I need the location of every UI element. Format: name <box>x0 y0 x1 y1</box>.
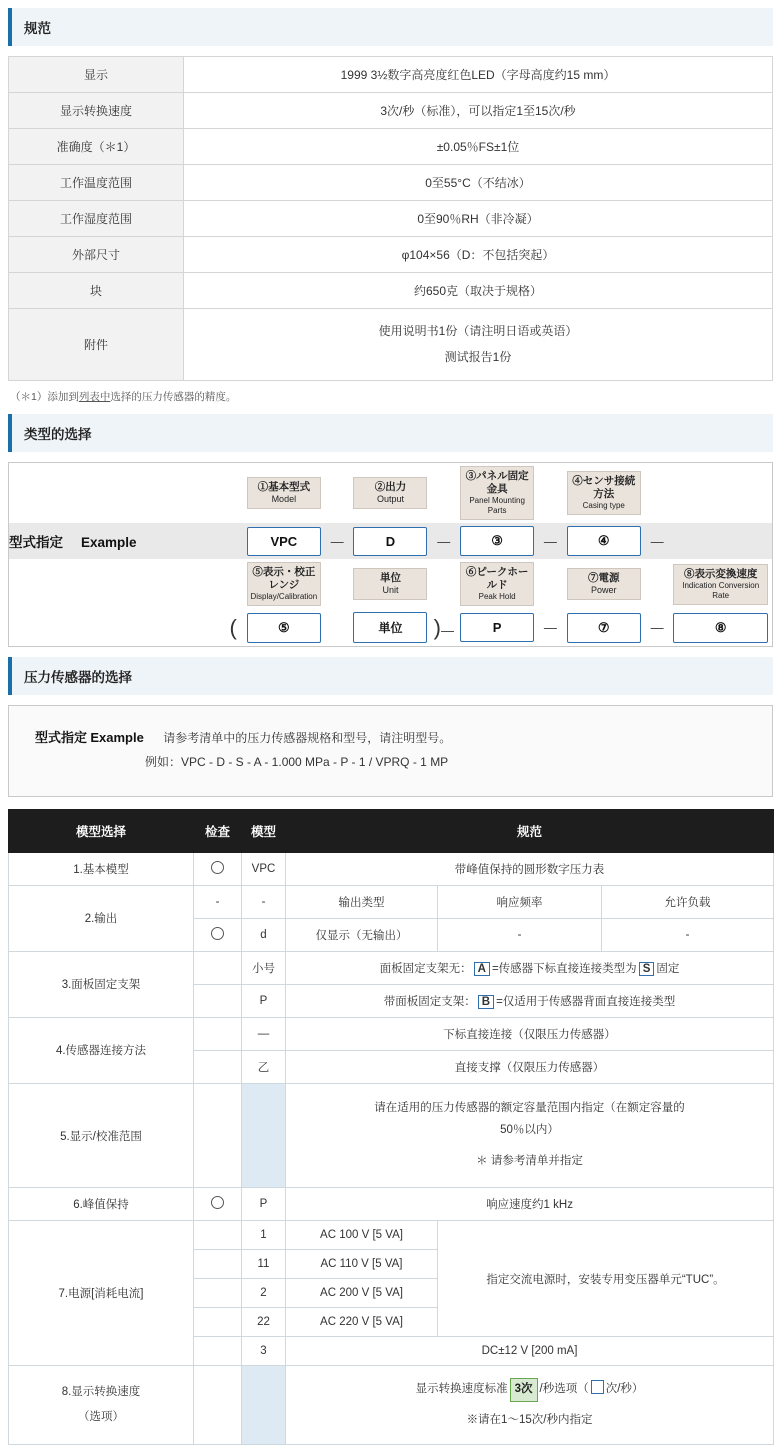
header-check: 检查 <box>194 809 242 852</box>
type-caption-row-2 <box>9 559 772 609</box>
type-en-unit: Unit <box>382 585 399 596</box>
spec-table <box>8 56 773 381</box>
code-conn-b: 乙 <box>242 1050 286 1083</box>
row-name-peak-hold: 6.峰值保持 <box>9 1188 194 1221</box>
sensor-label: 型式指定 <box>35 730 88 746</box>
type-no-6: ⑥ <box>465 566 477 579</box>
conversion-pre: 显示转换速度标准 <box>415 1383 508 1396</box>
row-name-conversion-rate <box>9 1366 194 1445</box>
checkbox-basic-model[interactable] <box>194 852 242 885</box>
check-power-3[interactable] <box>194 1337 242 1366</box>
footnote-pre: （＊1）添加到 <box>10 390 79 403</box>
circle-icon <box>211 1196 224 1209</box>
type-caption-1 <box>243 463 325 523</box>
table-row <box>9 273 773 309</box>
dash-separator: — <box>440 622 454 638</box>
check-display-range[interactable] <box>194 1083 242 1188</box>
type-caption-3 <box>456 463 538 523</box>
type-jp-1: 基本型式 <box>268 480 311 493</box>
panel-text-post2: 固定 <box>656 962 680 975</box>
spec-basic-model: 带峰值保持的圆形数字压力表 <box>286 852 774 885</box>
sensor-desc: 请参考清单中的压力传感器规格和型号，请注明型号。 <box>163 731 452 746</box>
spec-power-note: 指定交流电源时，安装专用变压器单元“TUC”。 <box>438 1221 774 1337</box>
type-code-5-cell <box>243 609 325 646</box>
code-conversion-rate <box>242 1366 286 1445</box>
header-model-selection: 模型选择 <box>9 809 194 852</box>
type-code-row-1 <box>9 523 772 559</box>
type-caption-2 <box>349 463 431 523</box>
panel-p-text-pre: 带面板固定支架： <box>383 995 476 1008</box>
accessory-line: 测试报告1份 <box>444 350 512 365</box>
spec-value: 0至55°C（不结冰） <box>184 165 773 201</box>
section-header-sensor: 压力传感器的选择 <box>8 657 773 695</box>
header-model: 模型 <box>242 809 286 852</box>
type-caption-8 <box>669 559 772 609</box>
code-panel-p: P <box>242 984 286 1017</box>
type-en-1: Model <box>271 493 297 504</box>
table-row <box>9 1221 774 1250</box>
row-name-sensor-connection: 4.传感器连接方法 <box>9 1017 194 1083</box>
type-code-conversion-rate[interactable]: ⑧ <box>673 613 768 643</box>
type-jp-3: パネル固定金具 <box>476 469 529 495</box>
type-row-example: Example <box>81 535 137 551</box>
code-peak-hold: P <box>242 1188 286 1221</box>
accessory-line: 使用说明书1份（请注明日语或英语） <box>378 324 578 338</box>
type-code-display-range[interactable]: ⑤ <box>247 613 321 643</box>
spec-conn-b: 直接支撑（仅限压力传感器） <box>286 1050 774 1083</box>
table-row <box>9 93 773 129</box>
type-caption-6 <box>456 559 538 609</box>
type-selection-box <box>8 462 773 648</box>
type-no-5: ⑤ <box>252 566 263 579</box>
type-code-1-cell <box>243 523 325 559</box>
header-spec: 规范 <box>286 809 774 852</box>
spec-value: 约650克（取决于规格） <box>184 273 773 309</box>
check-output-header: - <box>194 885 242 918</box>
spec-power-1: AC 100 V [5 VA] <box>286 1221 438 1250</box>
sensor-example-label: Example <box>90 730 144 746</box>
type-en-4: Casing type <box>582 501 625 511</box>
code-output-header: - <box>242 885 286 918</box>
spec-value: φ104×56（D：不包括突起） <box>184 237 773 273</box>
type-caption-4 <box>563 463 645 523</box>
conversion-badge: 3次 <box>510 1378 538 1402</box>
output-type-value: 仅显示（无输出） <box>286 918 438 951</box>
table-row <box>9 57 773 93</box>
type-code-power[interactable]: ⑦ <box>567 613 641 643</box>
table-row <box>9 1083 774 1188</box>
dash-separator: — <box>330 533 344 549</box>
type-code-7-cell <box>563 609 645 646</box>
spec-label: 工作湿度范围 <box>9 201 184 237</box>
spec-power-22: AC 220 V [5 VA] <box>286 1308 438 1337</box>
check-power-1[interactable] <box>194 1221 242 1250</box>
table-row <box>9 165 773 201</box>
type-no-1: ① <box>257 480 269 493</box>
code-power-11: 11 <box>242 1250 286 1279</box>
checkbox-output-display-only[interactable] <box>194 918 242 951</box>
row-name-power: 7.电源[消耗电流] <box>9 1221 194 1366</box>
spec-label-accessory: 附件 <box>9 309 184 381</box>
type-code-4-cell <box>563 523 645 559</box>
code-power-1: 1 <box>242 1221 286 1250</box>
conversion-mid: /秒选项（ <box>539 1383 589 1396</box>
spec-conn-dash: 下标直接连接（仅限压力传感器） <box>286 1017 774 1050</box>
spec-line: 请在适用的压力传感器的额定容量范围内指定（在额定容量的 <box>374 1101 685 1114</box>
spec-power-11: AC 110 V [5 VA] <box>286 1250 438 1279</box>
type-en-2: Output <box>376 493 404 504</box>
spec-label: 准确度（＊1） <box>9 129 184 165</box>
output-load-value: - <box>602 918 774 951</box>
dash-separator: — <box>543 533 557 549</box>
table-row <box>9 237 773 273</box>
model-header-row <box>9 809 774 852</box>
table-row <box>9 852 774 885</box>
type-row-label <box>9 523 243 559</box>
circle-icon <box>211 861 224 874</box>
table-row-accessory <box>9 309 773 381</box>
type-code-casing[interactable]: ④ <box>567 526 641 556</box>
type-caption-5 <box>243 559 325 609</box>
code-badge-s: S <box>639 962 655 976</box>
spec-value: 3次/秒（标准），可以指定1至15次/秒 <box>184 93 773 129</box>
spec-label: 外部尺寸 <box>9 237 184 273</box>
conversion-post: 次/秒） <box>605 1383 644 1396</box>
spec-label: 工作温度范围 <box>9 165 184 201</box>
table-row <box>9 885 774 918</box>
check-power-2[interactable] <box>194 1279 242 1308</box>
code-output-d: d <box>242 918 286 951</box>
code-basic-model: VPC <box>242 852 286 885</box>
spec-line: 50％以内） <box>500 1123 559 1136</box>
spec-panel-p <box>286 984 774 1017</box>
model-selection-table <box>8 809 774 1445</box>
type-jp-7: 電源 <box>598 571 620 584</box>
type-caption-7 <box>563 559 645 609</box>
type-no-4: ④ <box>572 474 583 487</box>
checkbox-peak-hold[interactable] <box>194 1188 242 1221</box>
row-name-panel-bracket: 3.面板固定支架 <box>9 951 194 1017</box>
table-row <box>9 1366 774 1445</box>
code-badge-b: B <box>478 995 494 1009</box>
footnote <box>10 389 771 404</box>
spec-value-accessory <box>184 309 773 381</box>
type-en-8: Indication Conversion Rate <box>682 580 760 600</box>
type-caption-unit <box>349 559 431 609</box>
type-no-2: ② <box>374 480 386 493</box>
panel-p-text-post: =仅适用于传感器背面直接连接类型 <box>496 995 676 1008</box>
type-code-row-2 <box>9 609 772 646</box>
type-en-5: Display/Calibration <box>250 592 318 602</box>
row-name-display-range: 5.显示/校准范围 <box>9 1083 194 1188</box>
type-jp-6: ピークホールド <box>476 566 529 592</box>
code-display-range <box>242 1083 286 1188</box>
row-name-conversion-rate-line1: 8.显示转换速度 <box>61 1385 141 1398</box>
dash-separator: — <box>543 620 557 636</box>
type-jp-4: センサ接続方法 <box>582 474 636 500</box>
dash-separator: — <box>650 620 664 636</box>
spec-value: 1999 3½数字高亮度红色LED（字母高度约15 mm） <box>184 57 773 93</box>
table-row <box>9 129 773 165</box>
check-panel-p[interactable] <box>194 984 242 1017</box>
type-code-3-cell <box>456 523 538 559</box>
type-no-7: ⑦ <box>588 571 599 584</box>
dash-separator: — <box>437 533 451 549</box>
check-conn-dash[interactable] <box>194 1017 242 1050</box>
section-header-spec: 规范 <box>8 8 773 46</box>
paren-close: ) <box>433 614 441 640</box>
conversion-note: ※请在1～15次/秒内指定 <box>466 1414 593 1427</box>
dash-separator: — <box>650 533 664 549</box>
sensor-example-line: 例如：VPC - D - S - A - 1.000 MPa - P - 1 / VPRQ - 1 MP <box>145 754 449 769</box>
code-panel-small: 小号 <box>242 951 286 984</box>
section-header-type: 类型的选择 <box>8 414 773 452</box>
output-freq-value: - <box>438 918 602 951</box>
check-power-11[interactable] <box>194 1250 242 1279</box>
type-code-panel[interactable]: ③ <box>460 526 534 556</box>
table-row <box>9 951 774 984</box>
table-row <box>9 201 773 237</box>
spec-value: 0至90％RH（非冷凝） <box>184 201 773 237</box>
type-code-unit[interactable]: 単位 <box>353 612 427 643</box>
spec-label: 显示 <box>9 57 184 93</box>
circle-icon <box>211 927 224 940</box>
footnote-link[interactable]: 列表中 <box>78 390 111 403</box>
spec-display-range <box>286 1083 774 1188</box>
spec-peak-hold: 响应速度约1 kHz <box>286 1188 774 1221</box>
spec-power-3: DC±12 V [200 mA] <box>286 1337 774 1366</box>
type-en-7: Power <box>590 585 617 596</box>
panel-text-post: =传感器下标直接连接类型为 <box>491 962 637 975</box>
type-code-2-cell <box>349 523 431 559</box>
code-power-2: 2 <box>242 1279 286 1308</box>
code-badge-a: A <box>474 962 490 976</box>
type-jp-2: 出力 <box>385 480 407 493</box>
check-conversion-rate[interactable] <box>194 1366 242 1445</box>
sensor-selection-line-1 <box>35 726 754 751</box>
code-power-3: 3 <box>242 1337 286 1366</box>
type-code-8-cell <box>669 609 772 646</box>
code-conn-dash: — <box>242 1017 286 1050</box>
check-power-22[interactable] <box>194 1308 242 1337</box>
type-code-6-cell <box>456 609 538 646</box>
spec-panel-small <box>286 951 774 984</box>
type-caption-row-1 <box>9 463 772 523</box>
paren-open: ( <box>229 614 237 640</box>
check-panel-small[interactable] <box>194 951 242 984</box>
spec-conversion-rate <box>286 1366 774 1445</box>
spec-line: ＊ 请参考清单并指定 <box>476 1155 583 1168</box>
panel-text-pre: 面板固定支架无： <box>379 962 472 975</box>
row-name-conversion-rate-line2: （选项） <box>78 1411 124 1424</box>
output-col-load: 允许负载 <box>602 885 774 918</box>
spec-label: 块 <box>9 273 184 309</box>
type-code-model[interactable]: VPC <box>247 527 321 556</box>
type-no-8: ⑧ <box>683 567 695 580</box>
type-code-unit-cell <box>349 609 431 646</box>
footnote-post: 选择的压力传感器的精度。 <box>110 390 237 403</box>
conversion-input-box[interactable] <box>591 1380 604 1394</box>
table-row <box>9 1188 774 1221</box>
spec-label: 显示转换速度 <box>9 93 184 129</box>
type-en-6: Peak Hold <box>478 592 516 602</box>
spec-value: ±0.05％FS±1位 <box>184 129 773 165</box>
row-name-basic-model: 1.基本模型 <box>9 852 194 885</box>
type-code-peak-hold[interactable]: P <box>460 613 534 642</box>
type-jp-8: 表示変換速度 <box>694 567 758 580</box>
table-row <box>9 1017 774 1050</box>
output-col-freq: 响应频率 <box>438 885 602 918</box>
output-col-type: 输出类型 <box>286 885 438 918</box>
type-row-label-text: 型式指定 <box>9 535 63 551</box>
spec-power-2: AC 200 V [5 VA] <box>286 1279 438 1308</box>
sensor-selection-box <box>8 705 773 796</box>
type-code-output[interactable]: D <box>353 527 427 556</box>
paren-close-dash <box>431 609 456 646</box>
row-name-output: 2.输出 <box>9 885 194 951</box>
type-no-3: ③ <box>465 469 477 482</box>
check-conn-b[interactable] <box>194 1050 242 1083</box>
conversion-spec-line <box>294 1378 765 1402</box>
code-power-22: 22 <box>242 1308 286 1337</box>
type-selection-table <box>9 463 772 647</box>
type-en-3: Panel Mounting Parts <box>469 496 525 516</box>
type-jp-5: 表示・校正レンジ <box>262 566 316 592</box>
document-page <box>0 8 781 1455</box>
type-jp-unit: 単位 <box>379 571 401 584</box>
